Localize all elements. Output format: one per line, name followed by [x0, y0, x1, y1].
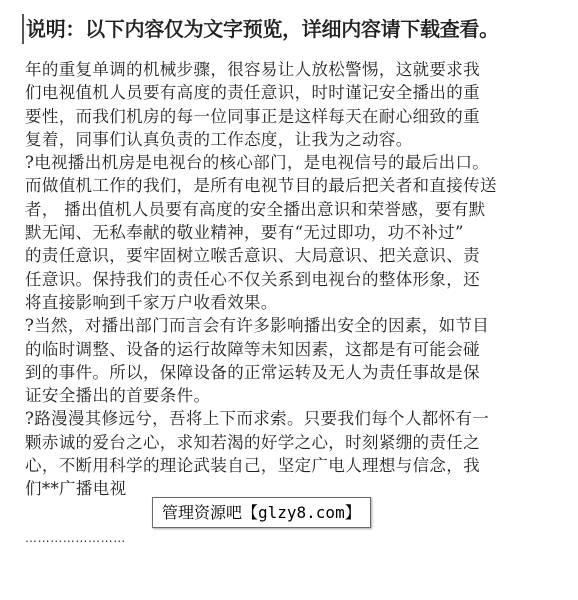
text-line: 颗赤诚的爱台之心，求知若渴的好学之心，时刻紧绷的责任之	[25, 432, 480, 452]
text-line: ?电视播出机房是电视台的核心部门，是电视信号的最后出口。	[25, 153, 490, 173]
text-line: 默无闻、无私奉献的敬业精神，要有“无过即功，功不补过”	[25, 223, 464, 243]
text-line: 到的事件。所以，保障设备的正常运转及无人为责任事故是保	[25, 362, 480, 382]
text-line: 任意识。保持我们的责任心不仅关系到电视台的整体形象，还	[25, 269, 480, 289]
ellipsis-dots: ……………………	[25, 531, 126, 545]
text-line: 们**广播电视	[25, 479, 127, 499]
text-line: 的责任意识，要牢固树立喉舌意识、大局意识、把关意识、责	[25, 246, 480, 266]
text-line: 证安全播出的首要条件。	[25, 386, 211, 406]
text-line: 们电视值机人员要有高度的责任意识，时时谨记安全播出的重	[25, 83, 480, 103]
text-line: ?当然，对播出部门而言会有许多影响播出安全的因素，如节目	[25, 316, 490, 336]
document-body	[25, 58, 555, 501]
text-line: ?路漫漫其修远兮，吾将上下而求索。只要我们每个人都怀有一	[25, 409, 490, 429]
preview-notice: 说明：以下内容仅为文字预览，详细内容请下载查看。	[22, 14, 566, 44]
text-line: 的临时调整、设备的运行故障等未知因素，这都是有可能会碰	[25, 339, 480, 359]
text-line: 要性，而我们机房的每一位同事正是这样每天在耐心细致的重	[25, 106, 480, 126]
text-line: 复着，同事们认真负责的工作态度，让我为之动容。	[25, 129, 413, 149]
watermark-banner: 管理资源吧【glzy8.com】	[152, 497, 371, 528]
text-line: 年的重复单调的机械步骤，很容易让人放松警惕，这就要求我	[25, 60, 480, 79]
text-line: 者， 播出值机人员要有高度的安全播出意识和荣誉感，要有默	[25, 199, 486, 219]
text-line: 将直接影响到千家万户收看效果。	[25, 292, 278, 312]
text-line: 而做值机工作的我们，是所有电视节目的最后把关者和直接传送	[25, 176, 497, 196]
text-line: 心，不断用科学的理论武装自己，坚定广电人理想与信念，我	[25, 456, 480, 476]
